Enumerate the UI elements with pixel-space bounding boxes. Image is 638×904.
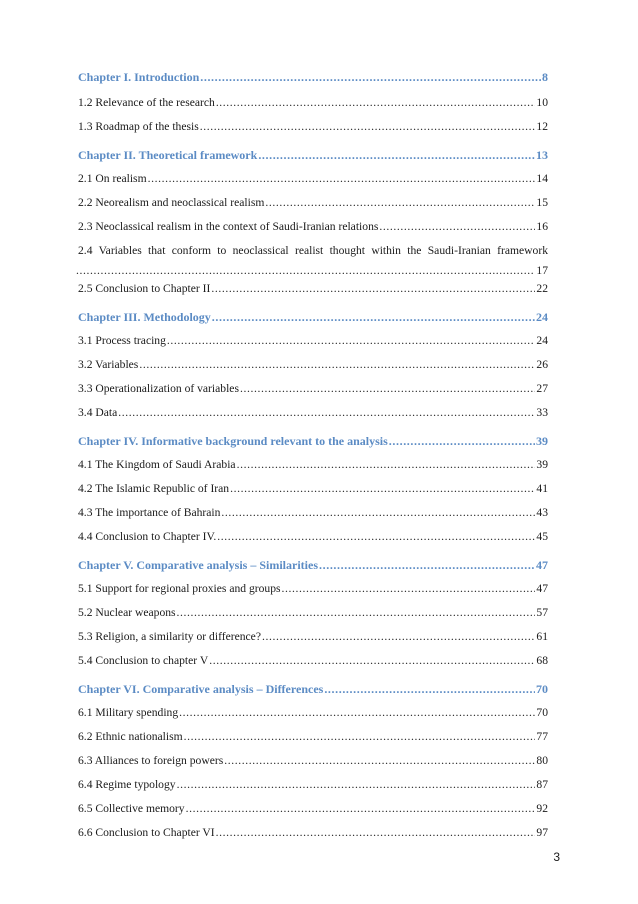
toc-entry-title: Chapter VI. Comparative analysis – Differences [78,682,324,696]
toc-entry-title: 3.4 Data [78,406,118,419]
toc-entry-page: 39 [536,458,548,471]
toc-entry-page: 57 [536,606,548,619]
toc-entry-page: 16 [536,220,548,233]
toc-entry[interactable] [78,406,548,420]
toc-dot-leader [217,530,535,544]
toc-chapter-heading[interactable] [78,148,548,162]
toc-entry-page: 41 [536,482,548,495]
toc-dot-leader [211,282,535,296]
toc-entry-continuation[interactable] [76,264,548,278]
page-number: 3 [553,850,560,864]
toc-chapter-heading[interactable] [78,70,548,84]
toc-entry-page: 39 [536,434,548,448]
toc-chapter-heading[interactable] [78,434,548,448]
toc-entry-page: 80 [536,754,548,767]
toc-entry[interactable] [78,220,548,234]
toc-dot-leader [184,730,536,744]
toc-entry-page: 13 [536,148,548,162]
toc-entry[interactable] [78,582,548,596]
toc-entry[interactable] [78,282,548,296]
toc-entry[interactable] [78,172,548,186]
toc-entry-page: 47 [536,582,548,595]
toc-entry-title: 5.2 Nuclear weapons [78,606,176,619]
toc-entry-title: 3.3 Operationalization of variables [78,382,239,395]
toc-entry-title: 6.3 Alliances to foreign powers [78,754,224,767]
toc-dot-leader [262,630,535,644]
toc-entry-title: 5.4 Conclusion to chapter V [78,654,209,667]
toc-entry-title: 1.3 Roadmap of the thesis [78,120,199,133]
toc-entry-title: 6.4 Regime typology [78,778,176,791]
toc-entry-page: 8 [542,70,548,84]
toc-entry[interactable] [78,120,548,134]
toc-chapter-heading[interactable] [78,310,548,324]
toc-entry-title: 5.3 Religion, a similarity or difference? [78,630,261,643]
toc-entry-page: 27 [536,382,548,395]
toc-dot-leader [324,682,535,696]
toc-entry-title: 2.5 Conclusion to Chapter II [78,282,211,295]
toc-entry-title: 4.2 The Islamic Republic of Iran [78,482,230,495]
toc-entry[interactable] [78,654,548,668]
toc-entry-title: 1.2 Relevance of the research [78,96,215,109]
toc-entry-title: 4.1 The Kingdom of Saudi Arabia [78,458,236,471]
toc-entry-page: 47 [536,558,548,572]
toc-entry[interactable] [78,706,548,720]
toc-entry-title: 5.1 Support for regional proxies and groups [78,582,281,595]
toc-dot-leader [221,506,535,520]
toc-dot-leader [319,558,535,572]
toc-dot-leader [224,754,535,768]
toc-entry[interactable] [78,358,548,372]
toc-entry[interactable] [78,730,548,744]
toc-entry[interactable] [78,630,548,644]
toc-entry[interactable] [78,482,548,496]
toc-entry[interactable] [78,530,548,544]
toc-entry-page: 97 [536,826,548,839]
toc-chapter-heading[interactable] [78,558,548,572]
toc-entry[interactable] [78,458,548,472]
toc-entry-title: 6.1 Military spending [78,706,179,719]
toc-dot-leader [139,358,535,372]
toc-entry-title: 2.2 Neorealism and neoclassical realism [78,196,265,209]
toc-entry-page: 68 [536,654,548,667]
toc-dot-leader [179,706,535,720]
toc-entry-page: 45 [536,530,548,543]
toc-entry[interactable] [78,334,548,348]
toc-entry[interactable] [78,802,548,816]
toc-entry[interactable] [78,778,548,792]
toc-entry-page: 77 [536,730,548,743]
toc-dot-leader [177,778,536,792]
toc-dot-leader [258,148,535,162]
toc-dot-leader [216,826,536,840]
toc-dot-leader [230,482,535,496]
toc-entry-title: Chapter V. Comparative analysis – Similarities [78,558,319,572]
toc-entry-page: 61 [536,630,548,643]
toc-entry-title: 4.4 Conclusion to Chapter IV. [78,530,217,543]
toc-dot-leader [237,458,536,472]
toc-dot-leader [167,334,536,348]
toc-dot-leader [282,582,536,596]
toc-dot-leader [186,802,536,816]
toc-entry-page: 10 [536,96,548,109]
toc-dot-leader [379,220,535,234]
toc-entry-title: 3.2 Variables [78,358,139,371]
toc-entry[interactable] [78,606,548,620]
toc-entry-title: 6.5 Collective memory [78,802,185,815]
toc-entry-title: 6.6 Conclusion to Chapter VI [78,826,215,839]
toc-entry-title: 6.2 Ethnic nationalism [78,730,183,743]
toc-entry-page: 87 [536,778,548,791]
toc-entry-page: 33 [536,406,548,419]
toc-entry-page: 70 [536,706,548,719]
toc-entry-page: 24 [536,334,548,347]
toc-entry-page: 14 [536,172,548,185]
toc-dot-leader [200,70,541,84]
toc-entry-page: 12 [536,120,548,133]
toc-dot-leader [76,264,535,278]
toc-dot-leader [389,434,535,448]
toc-entry[interactable] [78,96,548,110]
toc-entry-page: 22 [536,282,548,295]
toc-entry[interactable] [78,196,548,210]
toc-entry-title: Chapter I. Introduction [78,70,200,84]
toc-entry-title: Chapter IV. Informative background relevant to the analysis [78,434,388,448]
toc-entry-title: Chapter III. Methodology [78,310,211,324]
toc-chapter-heading[interactable] [78,682,548,696]
toc-entry-page: 70 [536,682,548,696]
toc-dot-leader [177,606,536,620]
toc-entry-title: 3.1 Process tracing [78,334,166,347]
toc-entry-page: 15 [536,196,548,209]
toc-entry-title: 2.4 Variables that conform to neoclassical realist thought within the Saudi-Iranian framework [78,244,548,257]
toc-entry[interactable] [78,826,548,840]
toc-entry[interactable] [78,754,548,768]
toc-dot-leader [216,96,536,110]
toc-entry-page: 24 [536,310,548,324]
toc-entry[interactable] [78,382,548,396]
toc-entry-page: 43 [536,506,548,519]
toc-entry-title: Chapter II. Theoretical framework [78,148,258,162]
toc-dot-leader [212,310,535,324]
toc-entry-title: 2.3 Neoclassical realism in the context of Saudi-Iranian relations [78,220,379,233]
toc-dot-leader [118,406,535,420]
toc-entry-page: 26 [536,358,548,371]
toc-dot-leader [265,196,535,210]
toc-entry-title: 4.3 The importance of Bahrain [78,506,221,519]
toc-entry-page: 92 [536,802,548,815]
toc-dot-leader [240,382,535,396]
toc-dot-leader [200,120,536,134]
toc-dot-leader [148,172,536,186]
toc-entry[interactable] [78,244,548,258]
toc-entry[interactable] [78,506,548,520]
toc-dot-leader [209,654,535,668]
toc-entry-title: 2.1 On realism [78,172,147,185]
toc-entry-page: 17 [536,264,548,277]
